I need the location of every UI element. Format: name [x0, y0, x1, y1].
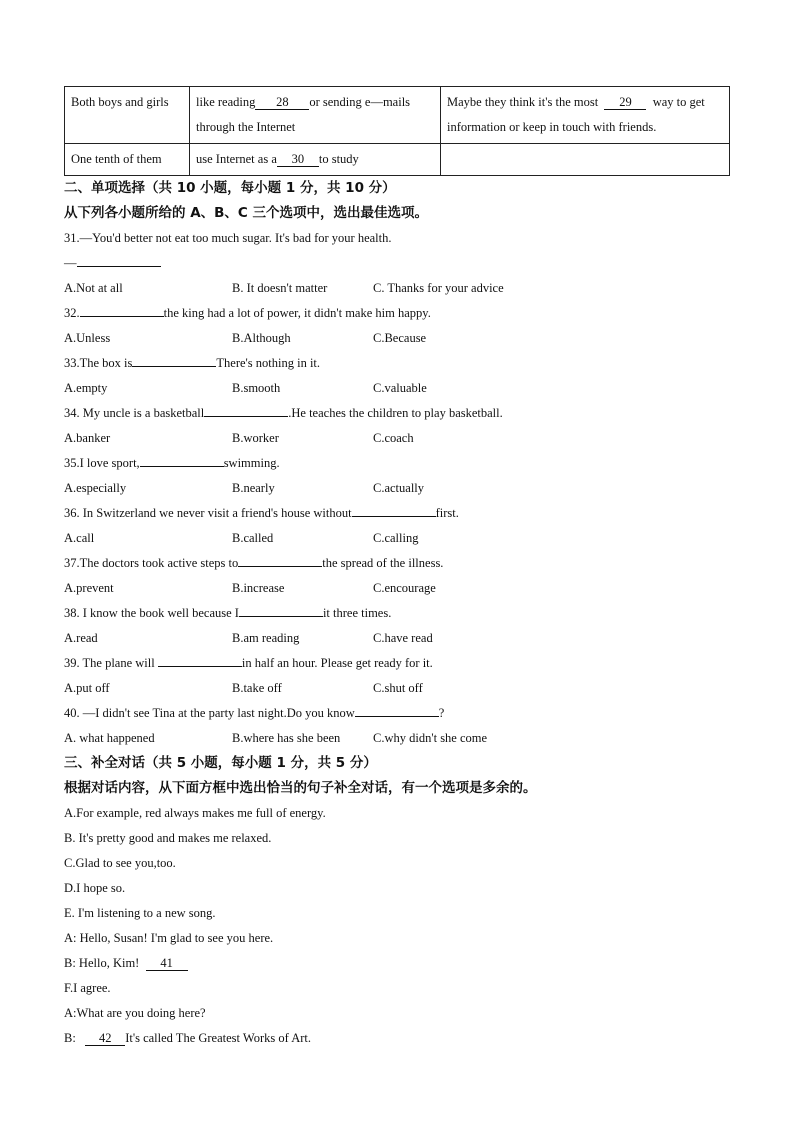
question-35	[64, 451, 732, 501]
answer-blank[interactable]	[158, 654, 242, 667]
option-b[interactable]: B.smooth	[232, 381, 281, 395]
option-c[interactable]: C.Because	[373, 331, 427, 345]
section-instruction: 根据对话内容，从下面方框中选出恰当的句子补全对话，有一个选项是多余的。	[64, 780, 537, 796]
dialogue-line: A: Hello, Susan! I'm glad to see you here.	[64, 931, 274, 945]
choice-option: B. It's pretty good and makes me relaxed.	[64, 831, 272, 845]
option-c[interactable]: C.calling	[373, 531, 419, 545]
stem-text: 40. —I didn't see Tina at the party last night.Do you know	[64, 706, 355, 720]
dash-text: —	[64, 256, 77, 270]
stem-text: the spread of the illness.	[322, 556, 444, 570]
cell-text: Both boys and girls	[71, 95, 169, 109]
stem-text: 35.I love sport,	[64, 456, 140, 470]
section-instruction: 从下列各小题所给的 A、B、C 三个选项中，选出最佳选项。	[64, 205, 429, 221]
stem-text: There's nothing in it.	[216, 356, 321, 370]
option-c[interactable]: C.have read	[373, 631, 433, 645]
answer-blank[interactable]	[352, 504, 436, 517]
question-stem	[64, 501, 732, 526]
dialogue-text: It's called The Greatest Works of Art.	[125, 1031, 311, 1045]
stem-text: swimming.	[223, 456, 280, 470]
option-a[interactable]: A.put off	[64, 681, 110, 695]
question-31	[64, 226, 732, 301]
option-b[interactable]: B.Although	[232, 331, 291, 345]
answer-blank[interactable]	[77, 254, 161, 267]
option-b[interactable]: B.take off	[232, 681, 282, 695]
stem-text: .He teaches the children to play basketball.	[288, 406, 503, 420]
survey-table	[64, 86, 730, 176]
table-row	[65, 87, 730, 144]
blank-number: 42	[98, 1031, 112, 1045]
options-row	[64, 726, 732, 751]
options-row	[64, 326, 732, 351]
exam-page	[64, 86, 732, 1051]
answer-blank[interactable]	[132, 354, 216, 367]
stem-text: 33.The box is	[64, 356, 133, 370]
option-c[interactable]: C.why didn't she come	[373, 731, 488, 745]
question-38	[64, 601, 732, 651]
option-c[interactable]: C. Thanks for your advice	[373, 281, 504, 295]
answer-blank[interactable]	[355, 704, 439, 717]
option-b[interactable]: B.where has she been	[232, 731, 341, 745]
option-a[interactable]: A.especially	[64, 481, 127, 495]
table-row	[65, 144, 730, 176]
cell-text: like reading	[196, 95, 256, 109]
option-c[interactable]: C.shut off	[373, 681, 423, 695]
options-row	[64, 476, 732, 501]
options-row	[64, 626, 732, 651]
stem-text: 34. My uncle is a basketball	[64, 406, 205, 420]
question-40	[64, 701, 732, 751]
options-row	[64, 276, 732, 301]
dialogue-line: A:What are you doing here?	[64, 1006, 206, 1020]
stem-text: 38. I know the book well because I	[64, 606, 239, 620]
question-stem	[64, 551, 732, 576]
option-b[interactable]: B.worker	[232, 431, 279, 445]
choice-option: C.Glad to see you,too.	[64, 856, 176, 870]
table-cell	[65, 87, 190, 144]
question-stem	[64, 401, 732, 426]
stem-text: 36. In Switzerland we never visit a friend's house without	[64, 506, 352, 520]
choice-option: E. I'm listening to a new song.	[64, 906, 216, 920]
dialogue-block	[64, 801, 732, 1051]
table-cell	[441, 144, 730, 176]
stem-text: in half an hour. Please get ready for it.	[241, 656, 433, 670]
question-stem	[64, 651, 732, 676]
dialogue-text: B: Hello, Kim!	[64, 956, 140, 970]
stem-text: 32.	[64, 306, 80, 320]
option-b[interactable]: B.am reading	[232, 631, 300, 645]
answer-blank-30[interactable]	[277, 152, 319, 167]
blank-number: 30	[291, 152, 305, 166]
options-row	[64, 576, 732, 601]
option-c[interactable]: C.valuable	[373, 381, 427, 395]
table-cell	[441, 87, 730, 144]
option-a[interactable]: A.prevent	[64, 581, 114, 595]
option-b[interactable]: B.nearly	[232, 481, 275, 495]
table-cell	[65, 144, 190, 176]
option-b[interactable]: B.increase	[232, 581, 285, 595]
answer-blank[interactable]	[204, 404, 288, 417]
option-a[interactable]: A.Unless	[64, 331, 111, 345]
dialogue-line	[64, 1026, 732, 1051]
question-33	[64, 351, 732, 401]
blank-number: 28	[276, 95, 289, 109]
table-cell	[190, 87, 441, 144]
stem-text: ?	[438, 706, 445, 720]
stem-text: first.	[435, 506, 459, 520]
section-title: 三、补全对话（共 5 小题，每小题 1 分，共 5 分）	[64, 755, 377, 771]
question-34	[64, 401, 732, 451]
question-37	[64, 551, 732, 601]
stem-text: it three times.	[322, 606, 392, 620]
question-32	[64, 301, 732, 351]
section-title: 二、单项选择（共 10 小题，每小题 1 分，共 10 分）	[64, 180, 396, 196]
question-stem	[64, 701, 732, 726]
cell-text: Maybe they think it's the most	[447, 95, 599, 109]
options-row	[64, 426, 732, 451]
stem-text: 39. The plane will	[64, 656, 155, 670]
option-c[interactable]: C.coach	[373, 431, 414, 445]
options-row	[64, 376, 732, 401]
cell-text: to study	[318, 152, 359, 166]
option-b[interactable]: B.called	[232, 531, 274, 545]
cell-text: One tenth of them	[71, 152, 162, 166]
question-stem	[64, 601, 732, 626]
cell-text: use Internet as a	[196, 152, 277, 166]
question-stem	[64, 251, 732, 276]
option-c[interactable]: C.actually	[373, 481, 425, 495]
option-c[interactable]: C.encourage	[373, 581, 436, 595]
cell-text: way to get information or keep in touch with friends.	[447, 95, 705, 134]
stem-text: the king had a lot of power, it didn't make him happy.	[163, 306, 431, 320]
question-stem	[64, 301, 732, 326]
option-a[interactable]: A.call	[64, 531, 95, 545]
option-a[interactable]: A.empty	[64, 381, 108, 395]
answer-blank[interactable]	[239, 604, 323, 617]
answer-blank[interactable]	[238, 554, 322, 567]
options-row	[64, 526, 732, 551]
choice-option: F.I agree.	[64, 981, 111, 995]
question-stem	[64, 451, 732, 476]
answer-blank-42[interactable]	[85, 1031, 125, 1046]
question-39	[64, 651, 732, 701]
question-36	[64, 501, 732, 551]
question-stem: 31.—You'd better not eat too much sugar. It's bad for your health.	[64, 231, 392, 245]
question-stem	[64, 351, 732, 376]
blank-number: 29	[619, 95, 632, 109]
option-a[interactable]: A. what happened	[64, 731, 155, 745]
answer-blank[interactable]	[80, 304, 164, 317]
dialogue-text: B:	[64, 1031, 76, 1045]
dialogue-line	[64, 951, 732, 976]
answer-blank-29[interactable]	[604, 95, 646, 110]
option-a[interactable]: A.read	[64, 631, 98, 645]
stem-text: 37.The doctors took active steps to	[64, 556, 239, 570]
blank-number: 41	[160, 956, 173, 970]
option-a[interactable]: A.banker	[64, 431, 111, 445]
answer-blank-41[interactable]	[146, 956, 188, 971]
options-row	[64, 676, 732, 701]
choice-option: D.I hope so.	[64, 881, 126, 895]
answer-blank-28[interactable]	[255, 95, 309, 110]
choice-option: A.For example, red always makes me full of energy.	[64, 806, 326, 820]
option-b[interactable]: B. It doesn't matter	[232, 281, 328, 295]
table-cell	[190, 144, 441, 176]
option-a[interactable]: A.Not at all	[64, 281, 123, 295]
answer-blank[interactable]	[140, 454, 224, 467]
cell-text: or sending e—mails through the Internet	[196, 95, 411, 134]
